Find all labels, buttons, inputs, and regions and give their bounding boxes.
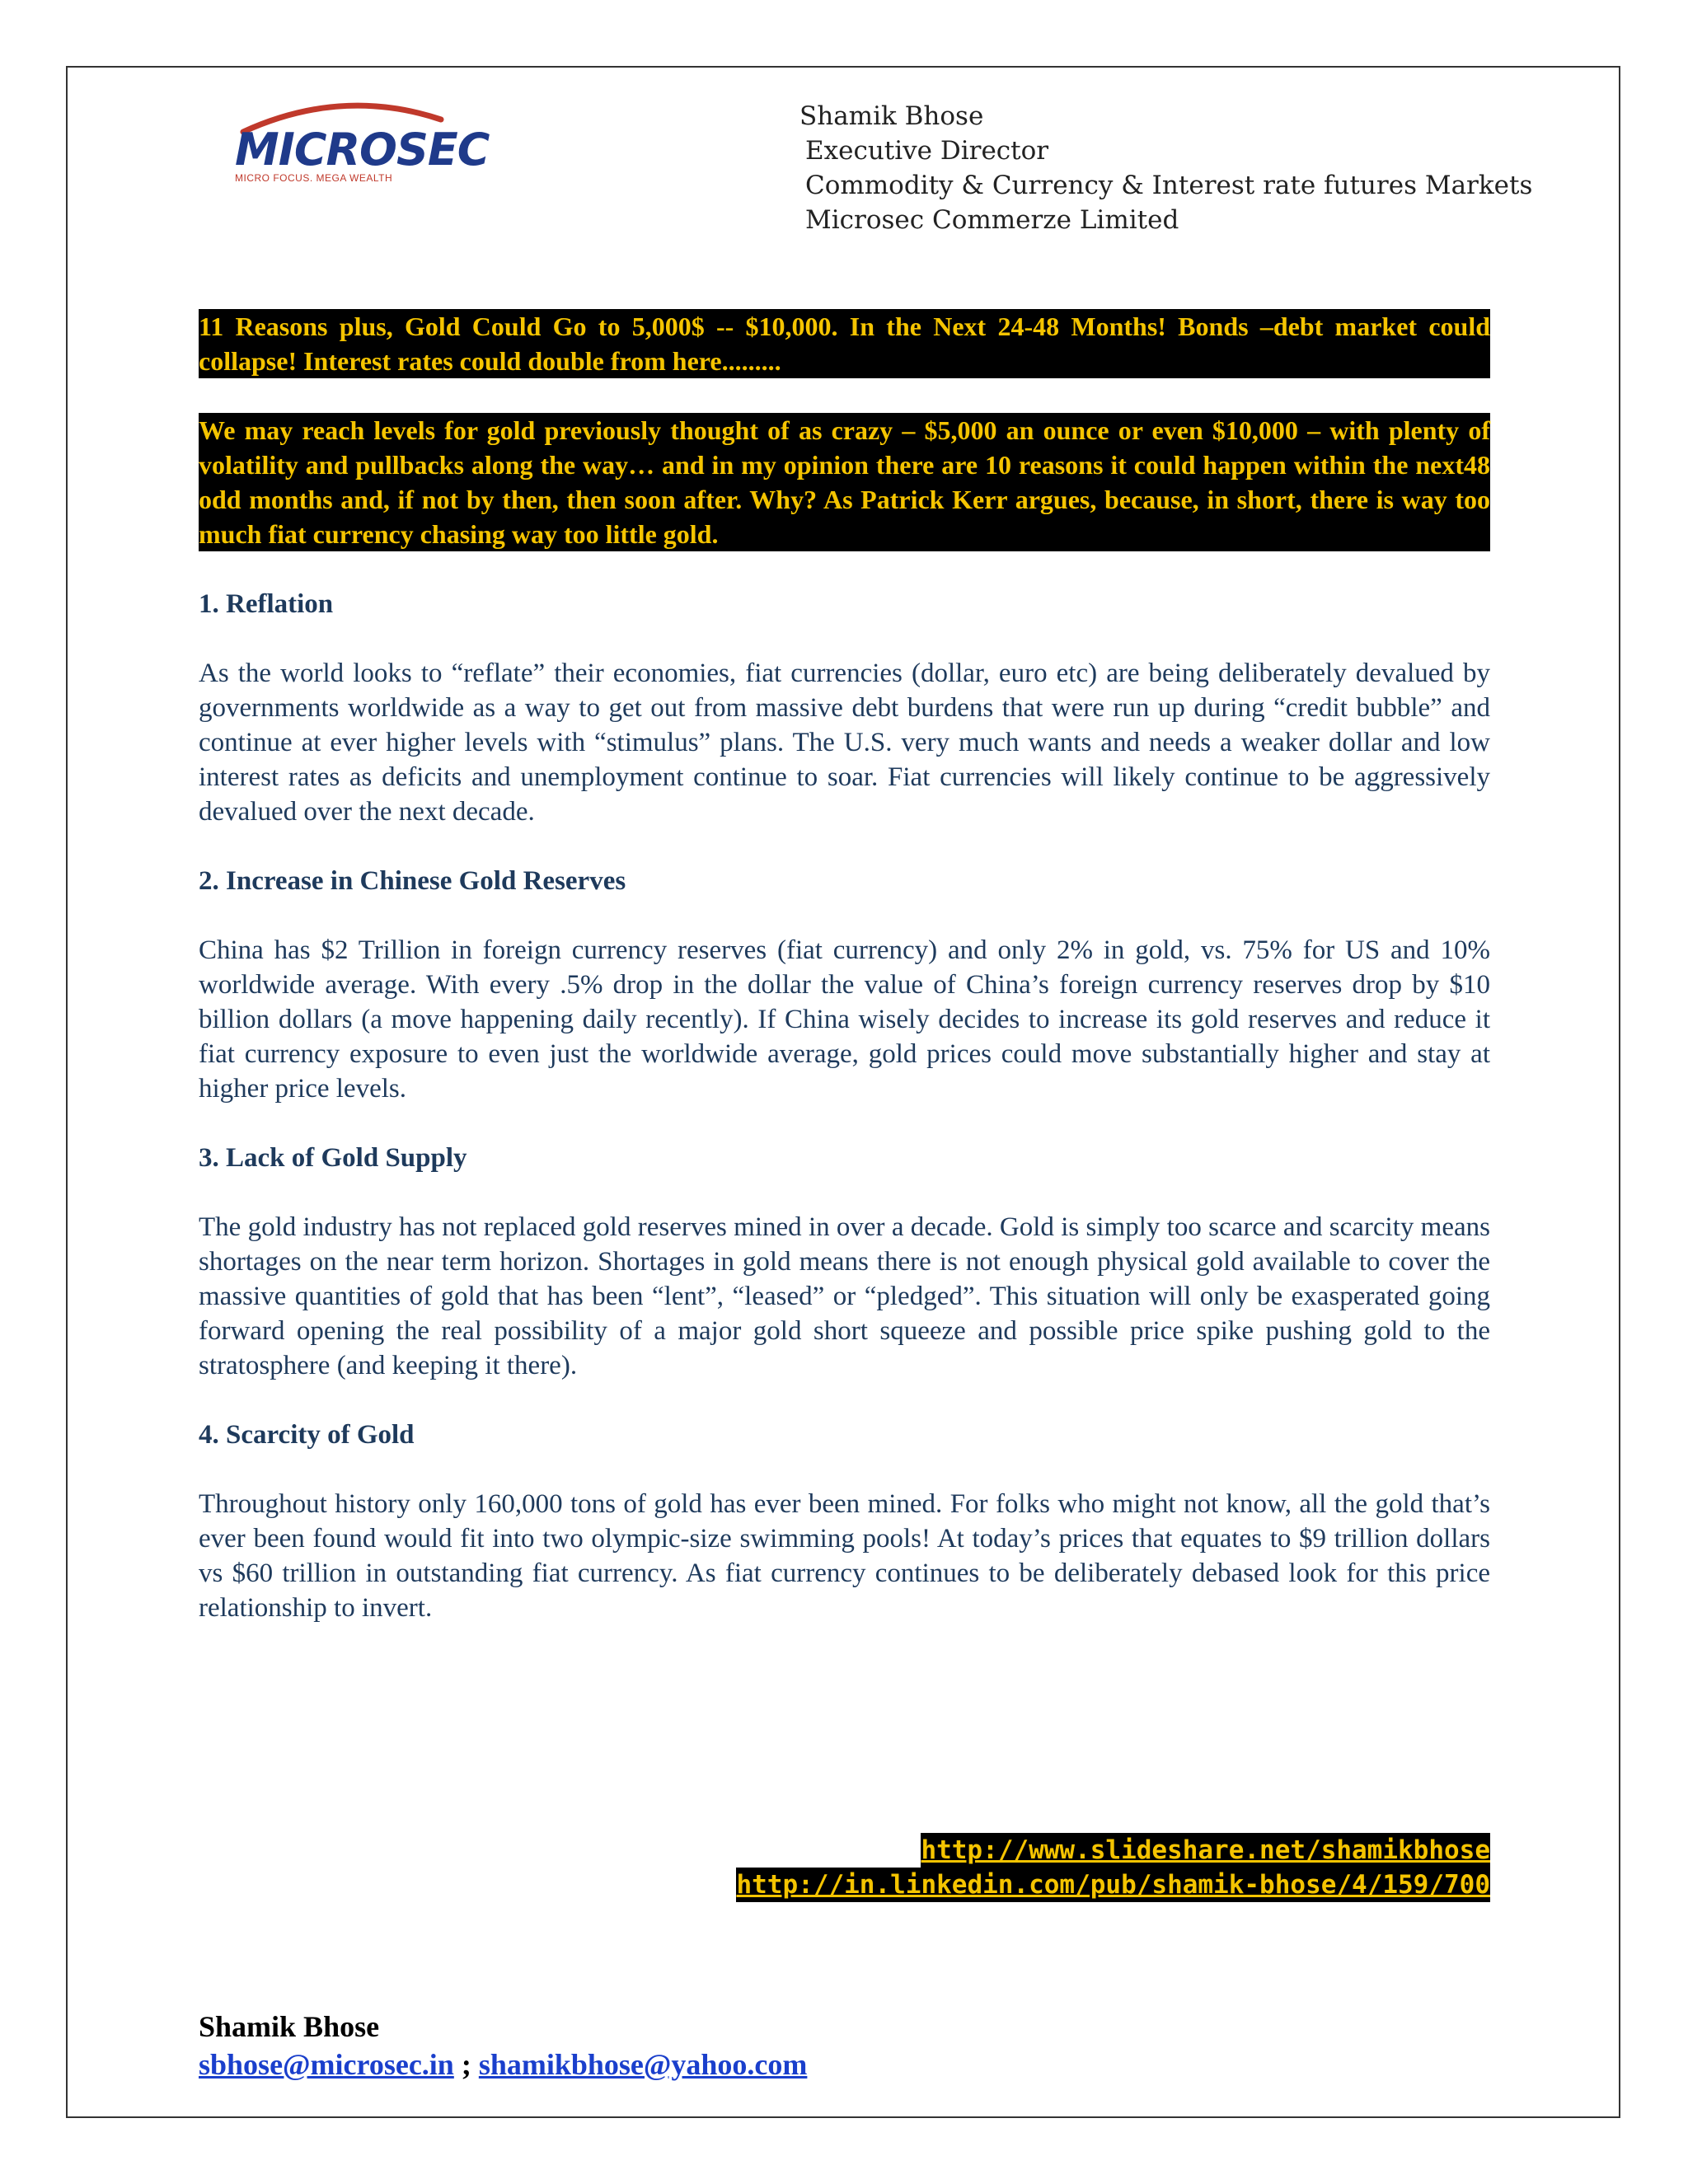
- logo-name: MICROSEC: [235, 124, 490, 176]
- author-block: [799, 99, 1532, 237]
- author-company: Microsec Commerze Limited: [805, 205, 1179, 235]
- intro-text: We may reach levels for gold previously thought of as crazy – $5,000 an ounce or even $10,000 – with plenty of volatility and pullbacks along the way… and in my opinion there are 10 reasons it could happen within the next48 odd months and, if not by then, then soon after. Why? As Patrick Kerr argues, because, in short, there is way too much fiat currency chasing way too little gold.: [199, 415, 1490, 549]
- email-link-microsec[interactable]: sbhose@microsec.in: [199, 2048, 454, 2081]
- section-body: As the world looks to “reflate” their economies, fiat currencies (dollar, euro etc) are being deliberately devalued by governments worldwide as a way to get out from massive debt burdens that were run up during “credit bubble” and continue at ever higher levels with “stimulus” plans. The U.S. very much wants and needs a weaker dollar and low interest rates as deficits and unemployment continue to soar. Fiat currencies will likely continue to be aggressively devalued over the next decade.: [199, 658, 1490, 827]
- section-body: The gold industry has not replaced gold reserves mined in over a decade. Gold is simply too scarce and scarcity means shortages on the near term horizon. Shortages in gold means there is not enough physical gold available to cover the massive quantities of gold that has been “lent”, “leased” or “pledged”. This situation will only be exasperated going forward opening the real possibility of a major gold short squeeze and possible price spike pushing gold to the stratosphere (and keeping it there).: [199, 1212, 1490, 1380]
- section-heading: 2. Increase in Chinese Gold Reserves: [199, 866, 626, 896]
- section-body: Throughout history only 160,000 tons of gold has ever been mined. For folks who might not know, all the gold that’s ever been found would fit into two olympic-size swimming pools! At today’s prices that equates to $9 trillion dollars vs $60 trillion in outstanding fiat currency. As fiat currency continues to be deliberately debased look for this price relationship to invert.: [199, 1489, 1490, 1623]
- signature-name: Shamik Bhose: [199, 2010, 380, 2043]
- signature: [199, 2008, 807, 2083]
- author-department: Commodity & Currency & Interest rate futures Markets: [805, 171, 1533, 200]
- section-heading: 4. Scarcity of Gold: [199, 1420, 415, 1450]
- article-content: [199, 309, 1490, 1660]
- section-heading: 3. Lack of Gold Supply: [199, 1143, 467, 1173]
- microsec-logo: [235, 95, 490, 202]
- author-title: Executive Director: [805, 136, 1049, 166]
- section-heading: 1. Reflation: [199, 589, 334, 619]
- external-links: [736, 1833, 1490, 1902]
- slideshare-link[interactable]: http://www.slideshare.net/shamikbhose: [921, 1833, 1490, 1868]
- linkedin-link[interactable]: http://in.linkedin.com/pub/shamik-bhose/4/159/700: [736, 1868, 1490, 1902]
- headline: [199, 309, 1490, 378]
- logo-tagline: MICRO FOCUS. MEGA WEALTH: [235, 172, 393, 184]
- author-name: Shamik Bhose: [799, 101, 984, 131]
- signature-emails: [199, 2046, 807, 2083]
- intro: [199, 413, 1490, 551]
- email-separator: ;: [453, 2048, 479, 2081]
- section-body: China has $2 Trillion in foreign currency reserves (fiat currency) and only 2% in gold, vs. 75% for US and 10% worldwide average. With every .5% drop in the dollar the value of China’s foreign currency reserves drop by $10 billion dollars (a move happening daily recently). If China wisely decides to increase its gold reserves and reduce it fiat currency exposure to even just the worldwide average, gold prices could move substantially higher and stay at higher price levels.: [199, 935, 1490, 1104]
- email-link-yahoo[interactable]: shamikbhose@yahoo.com: [478, 2048, 808, 2081]
- headline-text: 11 Reasons plus, Gold Could Go to 5,000$ -- $10,000. In the Next 24-48 Months! Bonds –debt market could collapse! Interest rates could double from here.........: [199, 312, 1490, 376]
